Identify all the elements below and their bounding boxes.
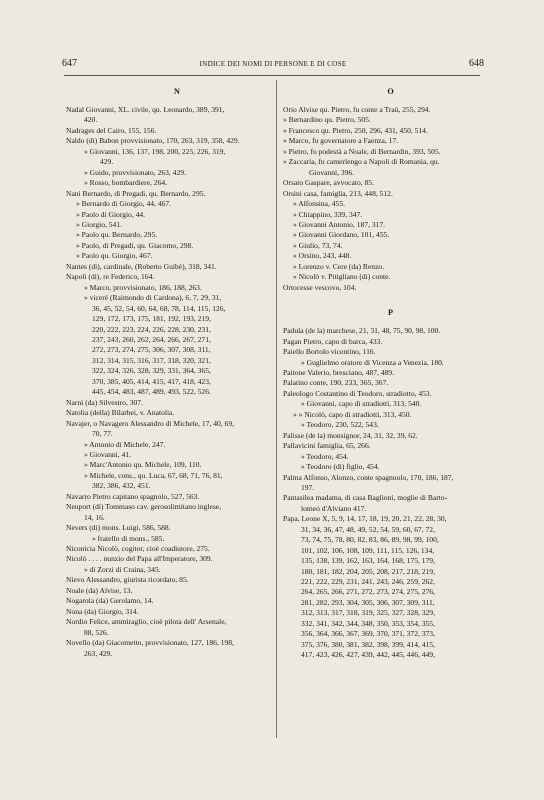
index-entry-line: 180, 181, 182, 204, 205, 208, 217, 218, 219, [301, 566, 435, 576]
index-entry-line: Ortocesse vescovo, 104. [283, 282, 357, 292]
column-divider [276, 80, 277, 738]
index-entry-line: lomeo d'Alviano 417. [301, 503, 367, 513]
index-entry-line: Nicolò . . . . nunzio del Papa all'Imperatore, 309. [66, 554, 213, 564]
index-entry-line: » Marco, provvisionato, 186, 188, 263. [84, 282, 202, 292]
index-entry-line: Pagan Pietro, capo di barca, 433. [283, 336, 383, 346]
index-entry-line: 221, 222, 229, 231, 241, 243, 246, 259, 262, [301, 577, 435, 587]
index-entry-line: 135, 138, 139, 162, 163, 164, 168, 175, 179, [301, 556, 435, 566]
index-entry-line: Orio Alvise qu. Pietro, fu conte a Traù, 255, 294. [283, 105, 431, 114]
index-entry-line: » Marco, fu governatore a Faenza, 17. [283, 136, 399, 146]
index-entry-line: » Rosso, bombardiere, 264. [84, 178, 168, 188]
index-entry-line: 31, 34, 36, 47, 48, 49, 52, 54, 59, 60, 67, 72, [301, 524, 435, 534]
index-entry-line: Orsato Gaspare, avvocato, 85. [283, 178, 374, 188]
index-entry-line: » Michele, cons., qu. Luca, 67, 68, 71, 76, 81, [84, 470, 223, 480]
index-entry-line: Nievo Alessandro, giurista ricordato, 85. [66, 575, 189, 585]
index-entry-line: » Paolo qu. Bernardo, 295. [76, 230, 158, 240]
index-entry-line: 312, 314, 315, 316, 317, 318, 320, 321, [92, 355, 211, 365]
index-entry-line: Paiello Bortolo vicentino, 116. [283, 347, 376, 357]
index-entry-line: » Giovanni, capo di stradiotti, 313, 540. [301, 399, 422, 409]
index-entry-line: Narni (da) Silvestro, 307. [66, 397, 143, 407]
index-entry-line: » Giorgio, 541. [76, 219, 122, 229]
index-entry-line: Natolia (della) Bilarbei, v. Anatolia. [66, 408, 175, 418]
index-entry-line: 445, 454, 483, 487, 489, 493, 522, 526. [92, 387, 211, 397]
index-entry-line: Palatino conte, 190, 233, 365, 367. [283, 378, 389, 388]
index-entry-line: 272, 273, 274, 275, 306, 307, 308, 311, [92, 345, 211, 355]
index-entry-line: Paleologo Costantino di Teodoro, stradiotto, 453. [283, 388, 432, 398]
index-entry-line: » fratello di mons., 585. [92, 533, 165, 543]
index-column-left [66, 82, 288, 659]
index-entry-line: 375, 376, 380, 381, 382, 398, 399, 414, 415, [301, 639, 435, 649]
index-entry-line: » Paolo di Giorgio, 44. [76, 209, 146, 219]
index-entry-line: Napoli (di), re Federico, 164. [66, 272, 155, 282]
index-column-right [283, 82, 498, 661]
entries-o [283, 105, 498, 293]
index-entry-line: 322, 324, 326, 328, 329, 331, 364, 365, [92, 366, 211, 376]
index-entry-line: » Giovanni Antonio, 187, 317. [293, 219, 386, 229]
index-entry-line: » Alfonsina, 455. [293, 199, 345, 209]
index-entry-line: 88, 526. [84, 627, 109, 637]
page-header [62, 58, 484, 74]
index-entry-line: 312, 313, 317, 318, 319, 325, 327, 328, 329, [301, 608, 435, 618]
index-entry-line: » Marc'Antonio qu. Michele, 109, 110. [84, 460, 202, 470]
page-number-left: 647 [62, 58, 77, 69]
index-entry-line: » » Nicolò, capo di stradiotti, 313, 450. [293, 409, 412, 419]
index-entry-line: » di Zorzi di Craina, 345. [84, 564, 161, 574]
index-entry-line: » Teodoro, 230, 522, 543. [301, 420, 379, 430]
index-entry-line: Navarro Pietro capitano spagnolo, 527, 563. [66, 491, 200, 501]
index-entry-line: » Orsino, 243, 448. [293, 251, 352, 261]
index-entry-line: 429. [100, 157, 114, 167]
index-entry-line: Pantasilea madama, di casa Baglioni, moglie di Barto- [283, 493, 448, 503]
index-entry-line: Noale (da) Alvise, 13. [66, 585, 133, 595]
index-entry-line: 101, 102, 106, 108, 109, 111, 115, 126, 134, [301, 545, 435, 555]
index-entry-line: » Teodoro, 454. [301, 451, 349, 461]
entries-p [283, 326, 498, 661]
index-entry-line: Orsini casa, famiglia, 213, 448, 512. [283, 188, 393, 198]
index-entry-line: » Lorenzo v. Cere (da) Renzo. [293, 261, 385, 271]
index-entry-line: Nadal Giovanni, XL. civile, qu. Leonardo, 389, 391, [66, 105, 225, 114]
index-entry-line: » Antonio di Michele, 247. [84, 439, 166, 449]
index-entry-line: 420. [84, 115, 98, 125]
index-entry-line: 220, 222, 223, 224, 226, 228, 230, 231, [92, 324, 211, 334]
index-entry-line: » Giulio, 73, 74. [293, 240, 343, 250]
index-entry-line: 129, 172, 173, 175, 181, 192, 193, 219, [92, 314, 211, 324]
index-entry-line: 70, 77. [92, 429, 113, 439]
index-entry-line: » Guglielmo oratore di Vicenza a Venezia, 180. [301, 357, 444, 367]
index-entry-line: Naldo (di) Babon provvisionato, 170, 263, 319, 358, 429. [66, 136, 240, 146]
index-entry-line: Neuport (di) Tommaso cav. gerosolimitano inglese, [66, 502, 221, 512]
running-title: INDICE DEI NOMI DI PERSONE E DI COSE [199, 60, 347, 68]
section-letter-o: O [387, 87, 394, 96]
index-entry-line: Padula (de la) marchese, 21, 31, 48, 75, 90, 98, 100. [283, 326, 441, 336]
index-entry-line: Novello (da) Giacometto, provvisionato, 127, 186, 198, [66, 638, 234, 648]
index-entry-line: 36, 45, 52, 54, 60, 64, 68, 78, 114, 115, 126, [92, 303, 226, 313]
index-entry-line: 332, 341, 342, 344, 348, 350, 353, 354, 355, [301, 618, 435, 628]
index-entry-line: » Paolo qu. Giorgio, 467. [76, 251, 153, 261]
index-entry-line: 382, 386, 432, 451. [92, 481, 151, 491]
section-letter-p: P [387, 308, 393, 318]
index-entry-line: 73, 74, 75, 78, 80, 82, 83, 86, 89, 98, 99, 100, [301, 535, 439, 545]
index-entry-line: 14, 16. [84, 512, 105, 522]
index-entry-line: 356, 364, 366, 367, 369, 370, 371, 372, 373, [301, 629, 435, 639]
index-entry-line: » Francesco qu. Pietro, 250, 296, 431, 450, 514. [283, 125, 428, 135]
index-entry-line: » Giovanni, 41. [84, 449, 131, 459]
index-entry-line: Niconicia Nicolò, cogitor, cioè coadiutore, 275. [66, 544, 210, 554]
index-entry-line: 417, 423, 426, 427, 439, 442, 445, 446, 449, [301, 650, 435, 660]
section-letter-n: N [174, 87, 180, 96]
index-entry-line: Nordio Felice, ammiraglio, cioè pilota dell' Arsenale, [66, 617, 227, 627]
index-entry-line: Nogarola (da) Gerolamo, 14. [66, 596, 154, 606]
index-entry-line: Palma Alfonso, Alonzo, conte spagnuolo, 170, 186, 187, [283, 472, 454, 482]
entries-n [66, 105, 288, 659]
index-entry-line: Nevers (di) mons. Luigi, 586, 588. [66, 523, 171, 533]
index-entry-line: 370, 385, 405, 414, 415, 417, 418, 423, [92, 376, 211, 386]
index-entry-line: » viceré (Raimondo di Cardona), 6, 7, 29, 31, [84, 293, 222, 303]
index-entry-line: Nani Bernardo, di Pregadi, qu. Bernardo, 295. [66, 188, 206, 198]
index-entry-line: » Teodoro (di) figlio, 454. [301, 462, 380, 472]
index-entry-line: » Giovanni, 136, 137, 198, 200, 225, 226, 319, [84, 146, 226, 156]
index-entry-line: » Guido, provvisionato, 263, 429. [84, 167, 186, 177]
index-entry-line: » Nicolò v. Pitigliano (di) conte. [293, 272, 391, 282]
index-entry-line: » Bernardino qu. Pietro, 505. [283, 115, 371, 125]
index-entry-line: » Paolo, di Pregadi, qu. Giacomo, 298. [76, 240, 194, 250]
header-rule [64, 75, 480, 76]
index-entry-line: Navajer, o Navagero Alessandro di Michele, 17, 40, 69, [66, 418, 234, 428]
index-entry-line: Nona (da) Giorgio, 314. [66, 606, 139, 616]
index-entry-line: » Giovanni Giordano, 101, 455. [293, 230, 390, 240]
index-entry-line: » Zaccaria, fu camerlengo a Napoli di Romania, qu. [283, 157, 440, 167]
index-entry-line: 281, 282, 293, 304, 305, 306, 307, 309, 311, [301, 597, 435, 607]
index-entry-line: Nadrages del Cairo, 155, 156. [66, 125, 157, 135]
index-entry-line: » Pietro, fu podestà a Noale, di Bernardin, 393, 505. [283, 146, 441, 156]
index-entry-line: 237, 243, 260, 262, 264, 266, 267, 271, [92, 334, 211, 344]
index-entry-line: Pallavicini famiglia, 65, 266. [283, 441, 371, 451]
index-entry-line: » Bernardo di Giorgio, 44, 467. [76, 199, 172, 209]
index-entry-line: Paitone Valerio, bresciano, 487, 489. [283, 367, 394, 377]
index-entry-line: Papa, Leone X, 5, 9, 14, 17, 18, 19, 20, 21, 22, 28, 30, [283, 514, 447, 524]
index-entry-line: Giovanni, 396. [309, 167, 355, 177]
page-number-right: 648 [469, 58, 484, 69]
index-entry-line: 197. [301, 482, 315, 492]
index-entry-line: 263, 429. [84, 648, 113, 658]
index-entry-line: Palisse (de la) monsignor, 24, 31, 32, 39, 62. [283, 430, 418, 440]
index-entry-line: 264, 265, 266, 271, 272, 273, 274, 275, 276, [301, 587, 435, 597]
index-entry-line: » Chiappino, 339, 347. [293, 209, 363, 219]
index-entry-line: Nantes (di), cardinale, (Roberto Guibè), 318, 341. [66, 261, 217, 271]
